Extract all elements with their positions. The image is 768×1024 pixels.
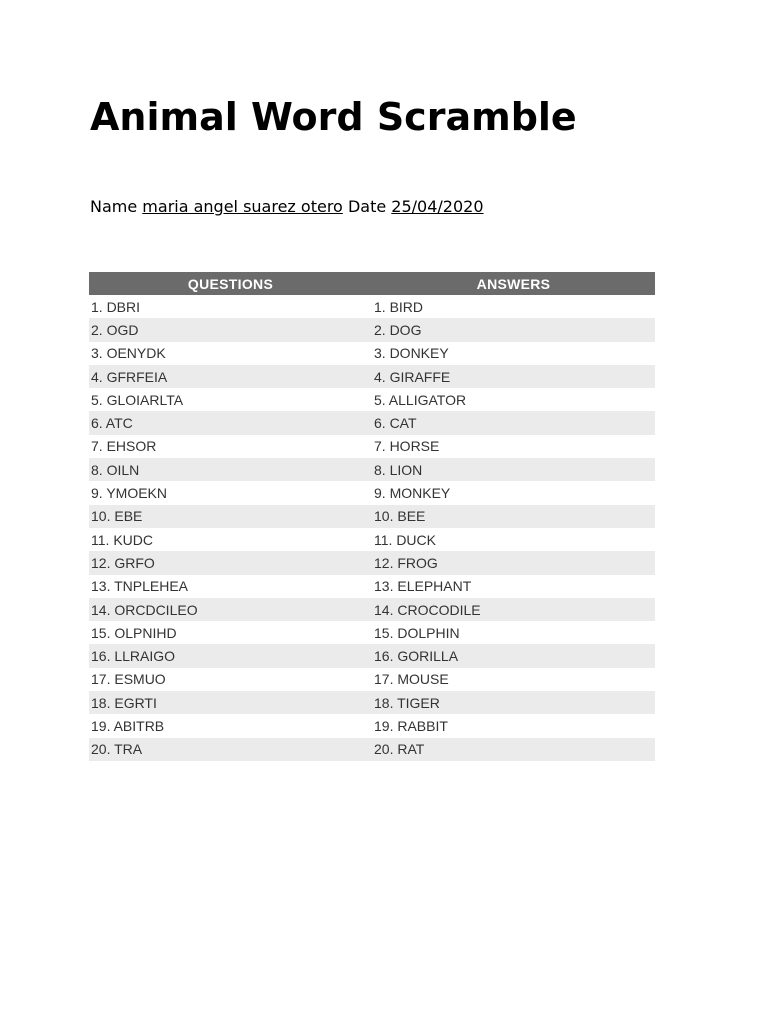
answer-cell: 19. RABBIT (372, 714, 655, 737)
date-label: Date (347, 197, 387, 216)
question-cell: 4. GFRFEIA (89, 365, 372, 388)
answer-cell: 11. DUCK (372, 528, 655, 551)
questions-header: QUESTIONS (89, 272, 372, 295)
answer-cell: 7. HORSE (372, 435, 655, 458)
question-cell: 3. OENYDK (89, 342, 372, 365)
question-cell: 7. EHSOR (89, 435, 372, 458)
answer-cell: 3. DONKEY (372, 342, 655, 365)
table-row (89, 458, 655, 481)
answer-cell: 1. BIRD (372, 295, 655, 318)
table-row (89, 295, 655, 318)
table-row (89, 318, 655, 341)
table-row (89, 575, 655, 598)
table-row (89, 738, 655, 761)
table-row (89, 342, 655, 365)
table-row (89, 481, 655, 504)
table-row (89, 528, 655, 551)
table-row (89, 668, 655, 691)
answer-cell: 5. ALLIGATOR (372, 388, 655, 411)
question-cell: 14. ORCDCILEO (89, 598, 372, 621)
answer-cell: 4. GIRAFFE (372, 365, 655, 388)
answer-cell: 13. ELEPHANT (372, 575, 655, 598)
question-cell: 9. YMOEKN (89, 481, 372, 504)
page-title: Animal Word Scramble (90, 95, 577, 139)
answer-cell: 8. LION (372, 458, 655, 481)
question-cell: 20. TRA (89, 738, 372, 761)
question-cell: 5. GLOIARLTA (89, 388, 372, 411)
question-cell: 13. TNPLEHEA (89, 575, 372, 598)
question-cell: 1. DBRI (89, 295, 372, 318)
answer-cell: 6. CAT (372, 411, 655, 434)
table-row (89, 598, 655, 621)
table-row (89, 621, 655, 644)
answer-cell: 12. FROG (372, 551, 655, 574)
date-value: 25/04/2020 (391, 197, 484, 216)
table-row (89, 365, 655, 388)
answer-cell: 9. MONKEY (372, 481, 655, 504)
question-cell: 16. LLRAIGO (89, 644, 372, 667)
name-value: maria angel suarez otero (142, 197, 343, 216)
table-row (89, 411, 655, 434)
table-row (89, 505, 655, 528)
question-cell: 2. OGD (89, 318, 372, 341)
table-row (89, 551, 655, 574)
answer-cell: 17. MOUSE (372, 668, 655, 691)
answer-cell: 20. RAT (372, 738, 655, 761)
question-cell: 18. EGRTI (89, 691, 372, 714)
answer-cell: 16. GORILLA (372, 644, 655, 667)
question-cell: 19. ABITRB (89, 714, 372, 737)
table-row (89, 714, 655, 737)
question-cell: 12. GRFO (89, 551, 372, 574)
table-row (89, 691, 655, 714)
scramble-table (89, 272, 655, 761)
table-row (89, 388, 655, 411)
answers-header: ANSWERS (372, 272, 655, 295)
name-label: Name (90, 197, 138, 216)
question-cell: 15. OLPNIHD (89, 621, 372, 644)
answer-cell: 18. TIGER (372, 691, 655, 714)
answer-cell: 14. CROCODILE (372, 598, 655, 621)
question-cell: 10. EBE (89, 505, 372, 528)
question-cell: 8. OILN (89, 458, 372, 481)
answer-cell: 2. DOG (372, 318, 655, 341)
answer-cell: 15. DOLPHIN (372, 621, 655, 644)
name-date-line (90, 196, 484, 218)
table-row (89, 644, 655, 667)
table-header-row (89, 272, 655, 295)
question-cell: 17. ESMUO (89, 668, 372, 691)
table-row (89, 435, 655, 458)
answer-cell: 10. BEE (372, 505, 655, 528)
question-cell: 11. KUDC (89, 528, 372, 551)
question-cell: 6. ATC (89, 411, 372, 434)
